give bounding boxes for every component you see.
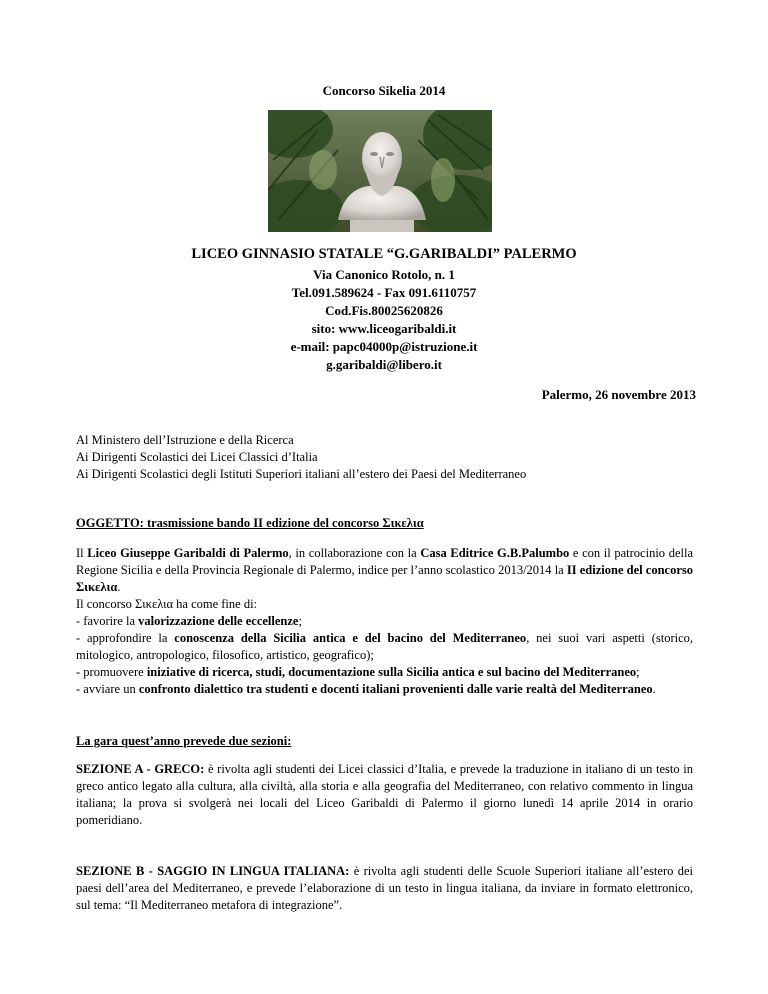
- text-run: La gara quest’anno prevede due sezioni: [76, 734, 288, 748]
- letter-date: Palermo, 26 novembre 2013: [541, 387, 696, 402]
- subject-line: OGGETTO: trasmissione bando II edizione del concorso Σικελια: [76, 516, 424, 530]
- section-b: [76, 863, 693, 914]
- text-run: .: [652, 682, 656, 696]
- recipients-block: [76, 432, 526, 483]
- text-run: - favorire la: [76, 614, 139, 628]
- text-run: :: [287, 734, 292, 748]
- text-run: .: [117, 580, 121, 594]
- recipient-line: Ai Dirigenti Scolastici degli Istituti Superiori italiani all’estero dei Paesi del Mediterraneo: [76, 467, 527, 481]
- section-a: [76, 761, 693, 829]
- text-run: ;: [636, 665, 640, 679]
- school-name: LICEO GINNASIO STATALE “G.GARIBALDI” PALERMO: [191, 246, 577, 262]
- text-run: - promuovere: [76, 665, 147, 679]
- aim-bold: valorizzazione delle eccellenze: [138, 614, 299, 628]
- text-run: , nei suoi vari aspetti (storico, mitologico, antropologico, filosofico, artistico, geografico);: [76, 631, 693, 662]
- sections-heading: [76, 734, 291, 749]
- contest-edition-bold: II edizione del concorso Σικελια: [76, 563, 693, 594]
- section-a-text: è rivolta agli studenti dei Licei classici d’Italia, e prevede la traduzione in italiano di un testo in greco antico legato alla cultura, alla civiltà, alla storia e alla geografia del Mediterraneo, con relativo commento in lingua italiana; la prova si svolgerà nei locali del Liceo Garibaldi di Palermo il giorno lunedì 14 aprile 2014 in orario pomeridiano.: [76, 762, 694, 827]
- aim-item: [76, 630, 693, 664]
- text-run: e con il patrocinio della Regione Sicilia e della Provincia Regionale di Palermo, indice per l’anno scolastico 2013/2014 la: [76, 546, 693, 577]
- intro-paragraph: [76, 545, 693, 596]
- section-b-paragraph: [76, 863, 693, 914]
- email-line-2: g.garibaldi@libero.it: [326, 357, 442, 372]
- aim-item: [76, 681, 693, 698]
- section-a-paragraph: [76, 761, 693, 829]
- recipient-line: Al Ministero dell’Istruzione e della Ricerca: [76, 433, 294, 447]
- aims-intro: Il concorso Σικελια ha come fine di:: [76, 597, 258, 611]
- aim-item: [76, 613, 693, 630]
- phone-fax-line: Tel.091.589624 - Fax 091.6110757: [291, 285, 477, 300]
- document-title: Concorso Sikelia 2014: [322, 83, 446, 98]
- text-run: Il: [76, 546, 88, 560]
- fiscal-code-line: Cod.Fis.80025620826: [325, 303, 443, 318]
- text-run: - avviare un: [76, 682, 139, 696]
- text-run: , in collaborazione con la: [288, 546, 421, 560]
- email-line: e-mail: papc04000p@istruzione.it: [290, 339, 478, 354]
- section-b-label: SEZIONE B - SAGGIO IN LINGUA ITALIANA:: [76, 864, 350, 878]
- website-line: sito: www.liceogaribaldi.it: [311, 321, 457, 336]
- intro-body: [76, 545, 693, 698]
- school-contacts: [0, 266, 768, 374]
- garibaldi-bust-photo: [268, 110, 492, 232]
- text-run: ;: [298, 614, 302, 628]
- aim-bold: conoscenza della Sicilia antica e del bacino del Mediterraneo: [174, 631, 527, 645]
- aim-item: [76, 664, 693, 681]
- school-name-bold: Liceo Giuseppe Garibaldi di Palermo: [87, 546, 289, 560]
- recipient-line: Ai Dirigenti Scolastici dei Licei Classici d’Italia: [76, 450, 318, 464]
- text-run: - approfondire la: [76, 631, 175, 645]
- aim-bold: confronto dialettico tra studenti e docenti italiani provenienti dalle varie realtà del Mediterraneo: [138, 682, 653, 696]
- aim-bold: iniziative di ricerca, studi, documentazione sulla Sicilia antica e sul bacino del Mediterraneo: [146, 665, 637, 679]
- section-b-text: è rivolta agli studenti delle Scuole Superiori italiane all’estero dei paesi dell’area del Mediterraneo, e prevede l’elaborazione di un testo in lingua italiana, da inviare in formato elettronico, sul tema: “Il Mediterraneo metafora di integrazione”.: [76, 864, 694, 912]
- publisher-name-bold: Casa Editrice G.B.Palumbo: [420, 546, 570, 560]
- section-a-label: SEZIONE A - GRECO:: [76, 762, 205, 776]
- address-line: Via Canonico Rotolo, n. 1: [313, 267, 455, 282]
